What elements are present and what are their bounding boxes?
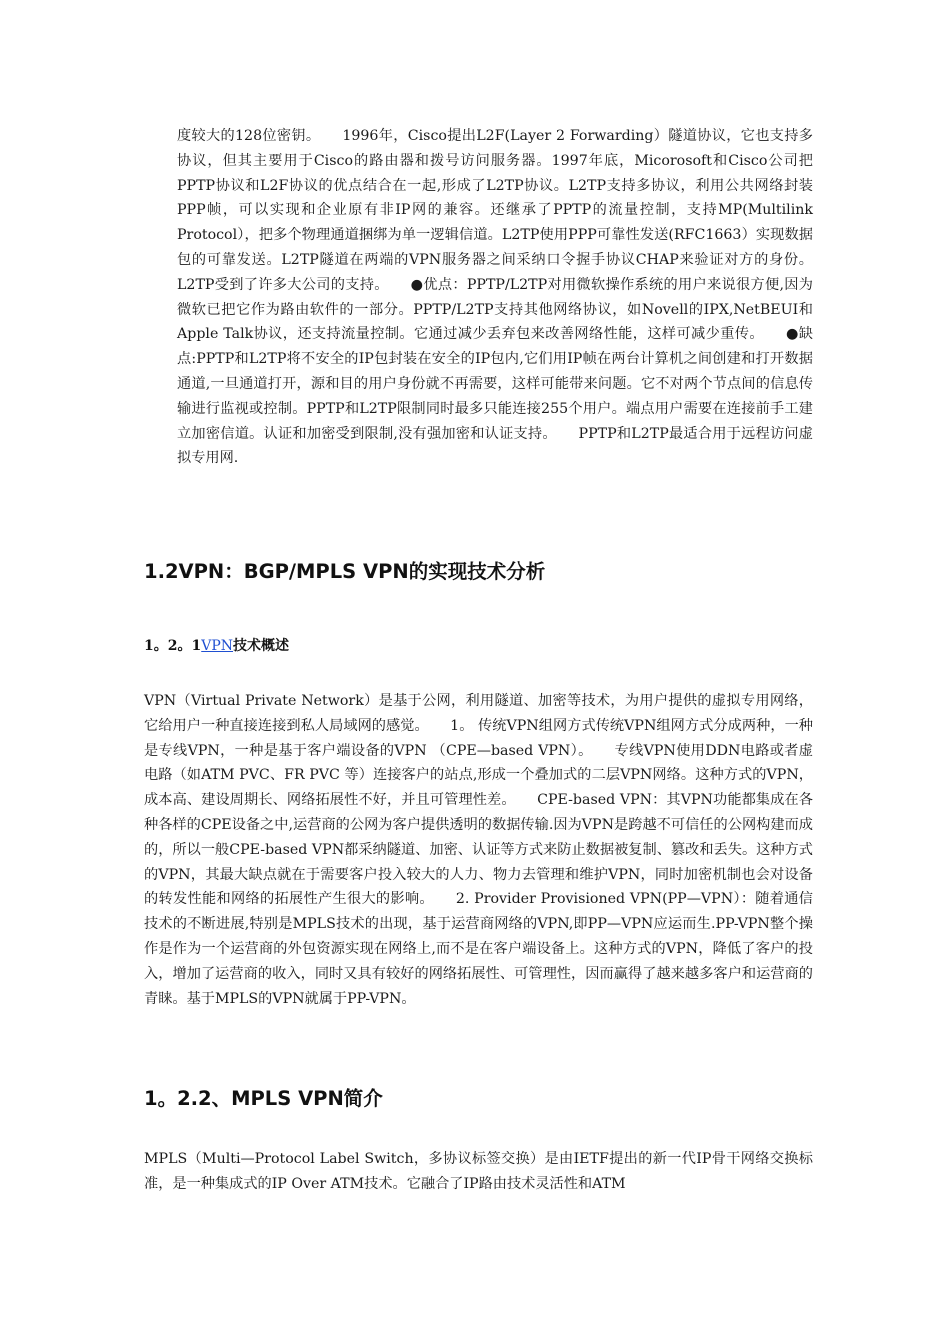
body-paragraph-mpls-intro: MPLS（Multi—Protocol Label Switch，多协议标签交换）是由IETF提出的新一代IP骨干网络交换标准，是一种集成式的IP Over ATM技术。它融合了IP路由技术灵活性和ATM — [144, 1151, 813, 1192]
body-paragraph-l2tp: 度较大的128位密钥。 1996年，Cisco提出L2F(Layer 2 Forwarding）隧道协议，它也支持多协议，但其主要用于Cisco的路由器和拨号访问服务器。1997年底，Micorosoft和Cisco公司把PPTP协议和L2F协议的优点结合在一起,形成了L2TP协议。L2TP支持多协议，利用公共网络封装PPP帧，可以实现和企业原有非IP网的兼容。还继承了PPTP的流量控制，支持MP(Multilink Protocol），把多个物理通道捆绑为单一逻辑信道。L2TP使用PPP可靠性发送(RFC1663）实现数据包的可靠发送。L2TP隧道在两端的VPN服务器之间采纳口令握手协议CHAP来验证对方的身份。L2TP受到了许多大公司的支持。 ●优点：PPTP/L2TP对用微软操作系统的用户来说很方便,因为微软已把它作为路由软件的一部分。PPTP/L2TP支持其他网络协议，如Novell的IPX,NetBEUI和Apple Talk协议，还支持流量控制。它通过减少丢弃包来改善网络性能，这样可减少重传。 ●缺点:PPTP和L2TP将不安全的IP包封装在安全的IP包内,它们用IP帧在两台计算机之间创建和打开数据通道,一旦通道打开，源和目的用户身份就不再需要，这样可能带来问题。它不对两个节点间的信息传输进行监视或控制。PPTP和L2TP限制同时最多只能连接255个用户。端点用户需要在连接前手工建立加密信道。认证和加密受到限制,没有强加密和认证支持。 PPTP和L2TP最适合用于远程访问虚拟专用网. — [177, 128, 813, 467]
heading-title: 技术概述 — [233, 638, 290, 654]
subsection-heading-1-2-2: 1。2.2、MPLS VPN简介 — [144, 1087, 383, 1110]
section-heading-1-2: 1.2VPN：BGP/MPLS VPN的实现技术分析 — [144, 560, 546, 583]
subsection-heading-1-2-1 — [144, 635, 289, 655]
heading-number: 1。2。1 — [144, 638, 202, 654]
vpn-link[interactable]: VPN — [201, 638, 234, 654]
body-paragraph-vpn-overview: VPN（Virtual Private Network）是基于公网，利用隧道、加密等技术，为用户提供的虚拟专用网络，它给用户一种直接连接到私人局域网的感觉。 1。 传统VPN组网方式传统VPN组网方式分成两种，一种是专线VPN，一种是基于客户端设备的VPN （CPE—based VPN）。 专线VPN使用DDN电路或者虚电路（如ATM PVC、FR PVC 等）连接客户的站点,形成一个叠加式的二层VPN网络。这种方式的VPN，成本高、建设周期长、网络拓展性不好，并且可管理性差。 CPE-based VPN：其VPN功能都集成在各种各样的CPE设备之中,运营商的公网为客户提供透明的数据传输.因为VPN是跨越不可信任的公网构建而成的，所以一般CPE-based VPN都采纳隧道、加密、认证等方式来防止数据被复制、篡改和丢失。这种方式的VPN，其最大缺点就在于需要客户投入较大的人力、物力去管理和维护VPN，同时加密机制也会对设备的转发性能和网络的拓展性产生很大的影响。 2. Provider Provisioned VPN(PP—VPN）：随着通信技术的不断进展,特别是MPLS技术的出现，基于运营商网络的VPN,即PP—VPN应运而生.PP-VPN整个操作是作为一个运营商的外包资源实现在网络上,而不是在客户端设备上。这种方式的VPN，降低了客户的投入，增加了运营商的收入，同时又具有较好的网络拓展性、可管理性，因而赢得了越来越多客户和运营商的青睐。基于MPLS的VPN就属于PP-VPN。 — [144, 693, 813, 1007]
